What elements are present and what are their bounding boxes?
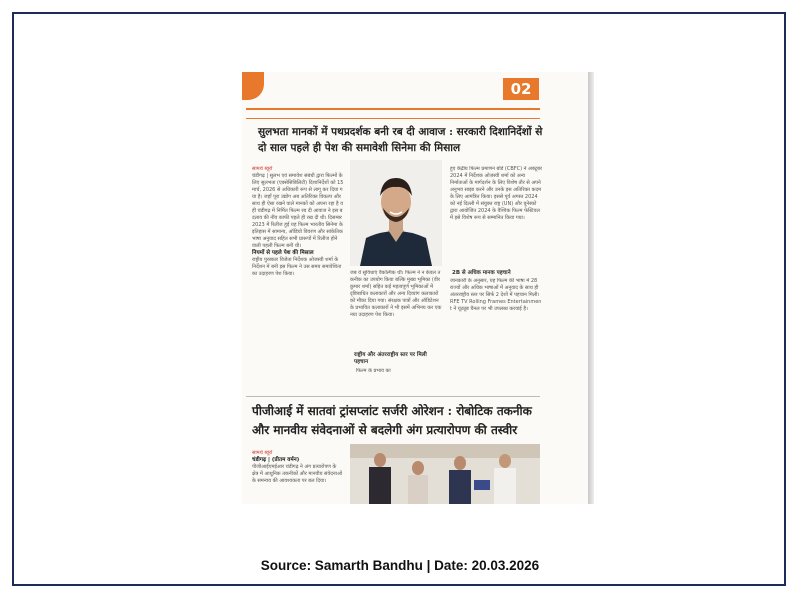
story1-subhead-3: 2B से अधिक मानक पहचाने [452,270,511,276]
event-photo [350,444,540,504]
story2-headline: पीजीआई में सातवां ट्रांसप्लांट सर्जरी ओरेशन : रोबोटिक तकनीक और मानवीय संवेदनाओं से बदलेगी अंग प्रत्यारोपण की तस्वीर [252,404,532,437]
story1-col3-text: हुए केंद्रीय फिल्म प्रमाणन बोर्ड (CBFC) ने अक्टूबर 2024 में निर्देशक ओजस्वी शर्मा को अन्य निर्माताओं के मार्गदर्शन के लिए विशेष तौर से अपने अनुभव साझा करने और उनके इस अतिरिक्त कदम के लिए आमंत्रित किया। इससे पूर्व अगस्त 2024 को नई दिल्ली में संयुक्त राष्ट्र (UN) और यूनेस्को द्वारा आयोजित 2024 के वैश्विक फिल्म फेस्टिवल में इसे विशेष रूप से सम्मानित किया गया। [450,166,542,221]
story1-col1b-text: राष्ट्रीय पुरस्कार विजेता निर्देशक ओजस्वी शर्मा के निर्देशन में बनी इस फिल्म ने उस समय समावेशिता का उदाहरण पेश किया। [252,257,342,277]
portrait-photo [350,160,442,266]
story1-column-2 [350,270,442,350]
story1-col2-text: जब ये सुविधाएं वैकल्पिक थीं। फिल्म ने न केवल तकनीक का उपयोग किया बल्कि मुख्य भूमिका (वीर कुमार शर्मा) सहित कई महत्वपूर्ण भूमिकाओं में दृष्टिबाधित कलाकारों और अन्य दिव्यांग कलाकारों को मौका दिया गया। संरक्षक पात्रों और ऑडिटेशन के प्रभावित कलाकारों ने भी इसमें अभिनय कर एक नया उदाहरण पेश किया। [350,270,442,318]
story2-dateline: चंडीगढ़ | (प्रीतम वर्मन) [252,457,300,463]
story1-column-1 [252,166,344,356]
story1-subhead-2: राष्ट्रीय और अंतरराष्ट्रीय स्तर पर मिली पहचान [354,352,427,365]
story1-col2b-text: फिल्म के प्रभाव का [356,368,391,374]
clipping-shadow [588,72,594,504]
story1-headline: सुलभता मानकों में पथप्रदर्शक बनी रब दी आवाज : सरकारी दिशानिर्देशों से दो साल पहले ही पेश की समावेशी सिनेमा की मिसाल [258,126,543,154]
story1-byline: सामर्थ ब्यूरो [252,166,273,172]
event-illustration [350,444,540,504]
story1-column-3 [450,166,542,268]
story1-col3b-text: जानकारी के अनुसार, यह फिल्म की भाषा में 28 राज्यों और अधिक भाषाओं में अनुवाद के साथ ही अंतरराष्ट्रीय स्तर पर सिर्फ 2 देशों में पहचान मिली। RFE TV Rolling Frames Entertainment ने यूट्यूब चैनल पर भी उपलब्ध करवाई है। [450,278,542,312]
story2-byline: सामर्थ ब्यूरो [252,450,273,456]
story2-column-1 [252,450,344,504]
source-caption: Source: Samarth Bandhu | Date: 20.03.2026 [260,558,540,573]
story1-col2b [356,368,440,376]
story1-column-3b [450,278,542,388]
top-rule-thin [246,118,540,119]
story1-subhead-1: नियमों से पहले पेश की मिसाल [252,250,314,256]
story1-col1-text: चंडीगढ़ | सुलभ एवं समावेश संबंधी द्वारा फिल्मों के लिए सुलभता (एक्सेसिबिलिटी) दिशानिर्देशों को 15 मार्च, 2026 से अधिकारी रूप से लागू कर दिया गया है। जहाँ पूरा उद्योग अब अतिरिक्त विकल्प और साथ ही ऐसा रखने वाले मानकों को अपना रहा है वहीं चंडीगढ़ में निर्मित फिल्म रब दी आवाज ने इस बदलाव की नींव काफी पहले ही रख दी थी। दिसम्बर 2023 में रिलीज हुई यह फिल्म भारतीय सिनेमा के इतिहास में सामान्य, ऑडियो विवरण और सांकेतिक भाषा अनुवाद सहित सभी प्रारूपों में रिलीज होने वाली पहली फिल्म बनी थी। [252,173,344,249]
section-divider [246,396,540,397]
page-number-badge: 02 [503,78,539,100]
story2-body-text: पीजीआईएमईआर चंडीगढ़ ने अंग प्रत्यारोपण के क्षेत्र में आधुनिक तकनीकों और मानवीय संवेदनाओं के समन्वय की आवश्यकता पर बल दिया। [252,464,343,484]
portrait-illustration [350,160,442,266]
top-rule [246,108,540,110]
